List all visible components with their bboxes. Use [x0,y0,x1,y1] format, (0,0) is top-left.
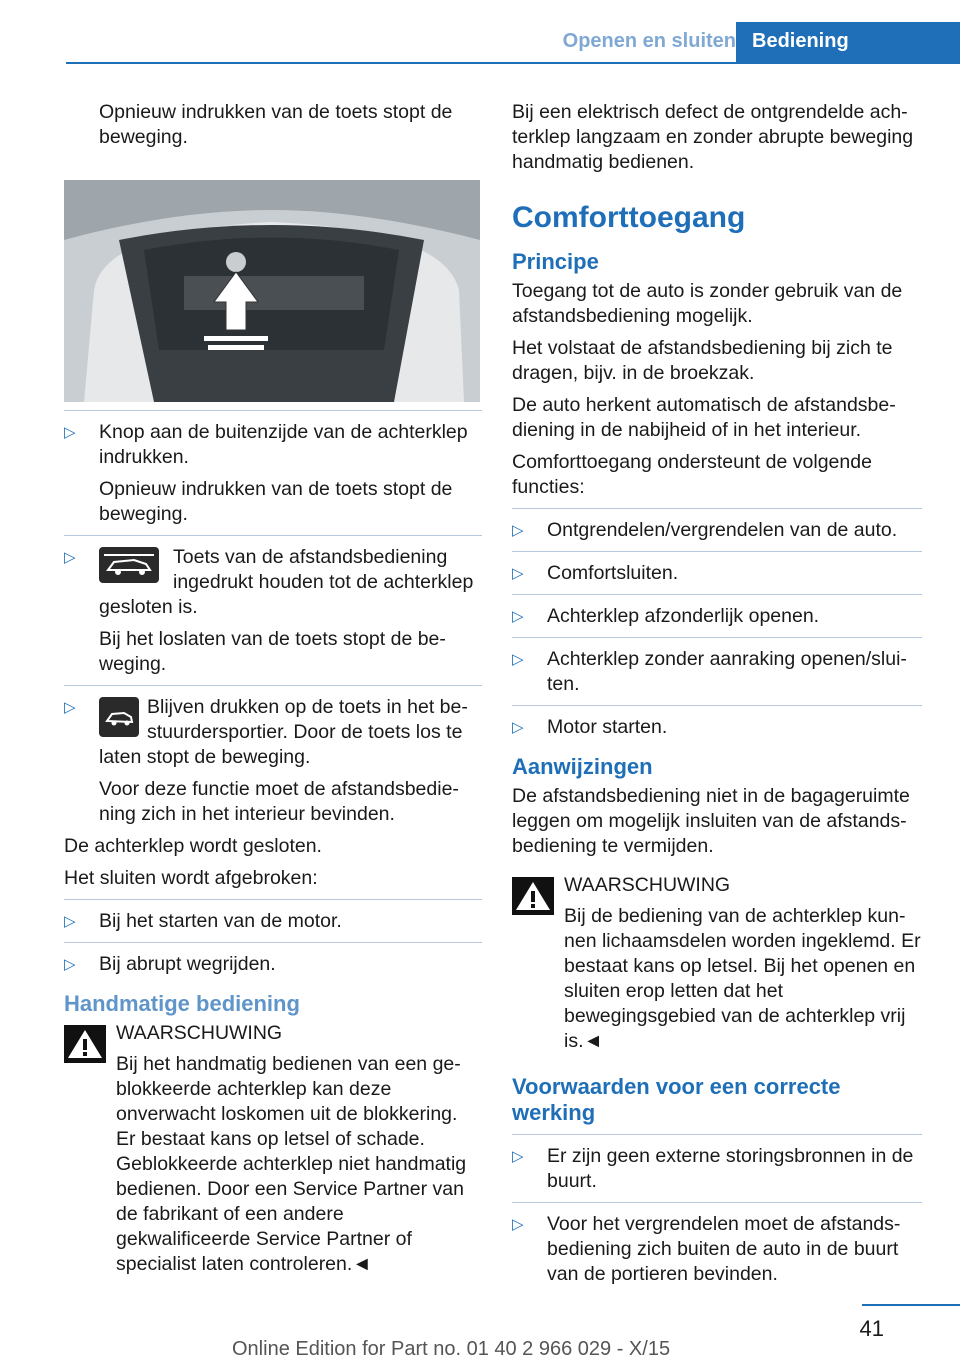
bullet-triangle-icon: ▷ [512,522,524,539]
divider [512,705,922,706]
divider [64,685,482,686]
list-item-text: Comfortsluiten. [547,562,679,584]
paragraph: De achterklep wordt gesloten. [64,835,322,857]
divider [512,551,922,552]
list-item-text: Blijven drukken op de toets in het bestuurdersportier. Door de toets los te laten stopt de beweging. [99,696,468,768]
subsection-heading: Aanwijzingen [512,754,653,779]
list-item-text: Knop aan de buitenzijde van de achterklep indrukken. [99,421,468,468]
list-item-subtext: Bij het loslaten van de toets stopt de beweging. [99,628,446,675]
paragraph: De afstandsbediening niet in de bagageruimte leggen om mogelijk insluiten van de afstandsbediening te vermijden. [512,785,910,857]
divider [64,899,482,900]
list-item-text: Bij het starten van de motor. [99,910,342,932]
list-item-text: Achterklep zonder aanraking openen/sluiten. [547,648,907,695]
page-number: 41 [859,1316,884,1341]
list-item-text: Achterklep afzonderlijk openen. [547,605,820,627]
warning-icon [512,877,554,915]
warning-title: WAARSCHUWING [564,874,731,896]
bullet-triangle-icon: ▷ [512,651,524,668]
paragraph: Het sluiten wordt afgebroken: [64,867,318,889]
divider [512,1134,922,1135]
bullet-triangle-icon: ▷ [64,424,76,441]
section-heading: Comforttoegang [512,201,746,234]
divider [512,508,922,509]
paragraph: De auto herkent automatisch de afstandsbediening in de nabijheid of in het interieur. [512,394,896,441]
paragraph: Comforttoegang ondersteunt de volgende functies: [512,451,872,498]
divider [64,535,482,536]
left-column [64,100,482,1284]
list-item [64,420,482,527]
bullet-triangle-icon: ▷ [64,956,76,973]
edition-footer: Online Edition for Part no. 01 40 2 966 029 - X/15 [232,1338,671,1360]
bullet-triangle-icon: ▷ [512,1216,524,1233]
warning-block [64,1021,482,1277]
bullet-triangle-icon: ▷ [64,913,76,930]
divider [512,594,922,595]
footer-rule [862,1304,960,1306]
warning-title: WAARSCHUWING [116,1022,283,1044]
list-item [512,518,922,543]
intro-text: Opnieuw indrukken van de toets stopt de beweging. [99,101,453,148]
chapter-tab: Bediening [736,22,960,62]
bullet-triangle-icon: ▷ [64,549,76,566]
divider [64,942,482,943]
list-item [64,545,482,677]
divider [512,637,922,638]
section-heading: Handmatige bediening [64,991,300,1016]
list-item-text: Bij abrupt wegrijden. [99,953,276,975]
tailgate-illustration [64,180,480,402]
bullet-triangle-icon: ▷ [512,719,524,736]
bullet-triangle-icon: ▷ [512,608,524,625]
list-item-text: Voor het vergrendelen moet de afstandsbediening zich buiten de auto in de buurt van de portieren bevinden. [547,1213,901,1285]
trunk-button-icon [99,697,139,737]
list-item [512,604,922,629]
paragraph: Toegang tot de auto is zonder gebruik van de afstandsbediening mogelijk. [512,280,903,327]
paragraph: Het volstaat de afstandsbediening bij zich te dragen, bijv. in de broekzak. [512,337,893,384]
bullet-triangle-icon: ▷ [64,699,76,716]
paragraph: Bij een elektrisch defect de ontgrendelde achterklep langzaam en zonder abrupte beweging handmatig bedienen. [512,101,914,173]
right-column [512,100,922,1294]
list-item-text: Er zijn geen externe storingsbronnen in de buurt. [547,1145,914,1192]
list-item-subtext: Voor deze functie moet de afstandsbediening zich in het interieur bevinden. [99,778,459,825]
divider [512,1202,922,1203]
car-trunk-remote-icon [99,547,159,583]
list-item-text: Ontgrendelen/vergrendelen van de auto. [547,519,898,541]
list-item [512,1212,922,1287]
warning-icon [64,1025,106,1063]
list-item-text: Motor starten. [547,716,668,738]
subsection-heading: Voorwaarden voor een correcte werking [512,1074,841,1125]
list-item-subtext: Opnieuw indrukken van de toets stopt de beweging. [99,478,453,525]
bullet-triangle-icon: ▷ [512,565,524,582]
list-item [512,561,922,586]
warning-text: Bij de bediening van de achterklep kunnen lichaamsdelen worden ingeklemd. Er bestaat kans op letsel. Bij het openen en sluiten erop letten dat het bewegingsgebied van de achterklep vrij is.◄ [564,905,921,1052]
warning-text: Bij het handmatig bedienen van een geblokkeerde achterklep kan deze onverwacht loskomen uit de blokkering. Er bestaat kans op letsel of schade. Geblokkeerde achterklep niet handmatig bedienen. Door een Service Partner van de fabrikant of een andere gekwalificeerde Service Partner of specialist laten controleren.◄ [116,1053,467,1275]
page-header [66,0,960,64]
list-item [512,715,922,740]
list-item [512,647,922,697]
list-item [64,952,482,977]
list-item-text: Toets van de afstandsbediening ingedrukt houden tot de achterklep gesloten is. [99,546,474,618]
section-title: Openen en sluiten [562,30,736,52]
list-item [64,909,482,934]
list-item [64,695,482,827]
subsection-heading: Principe [512,249,599,274]
divider [64,410,482,411]
bullet-triangle-icon: ▷ [512,1148,524,1165]
warning-block [512,873,922,1054]
list-item [512,1144,922,1194]
